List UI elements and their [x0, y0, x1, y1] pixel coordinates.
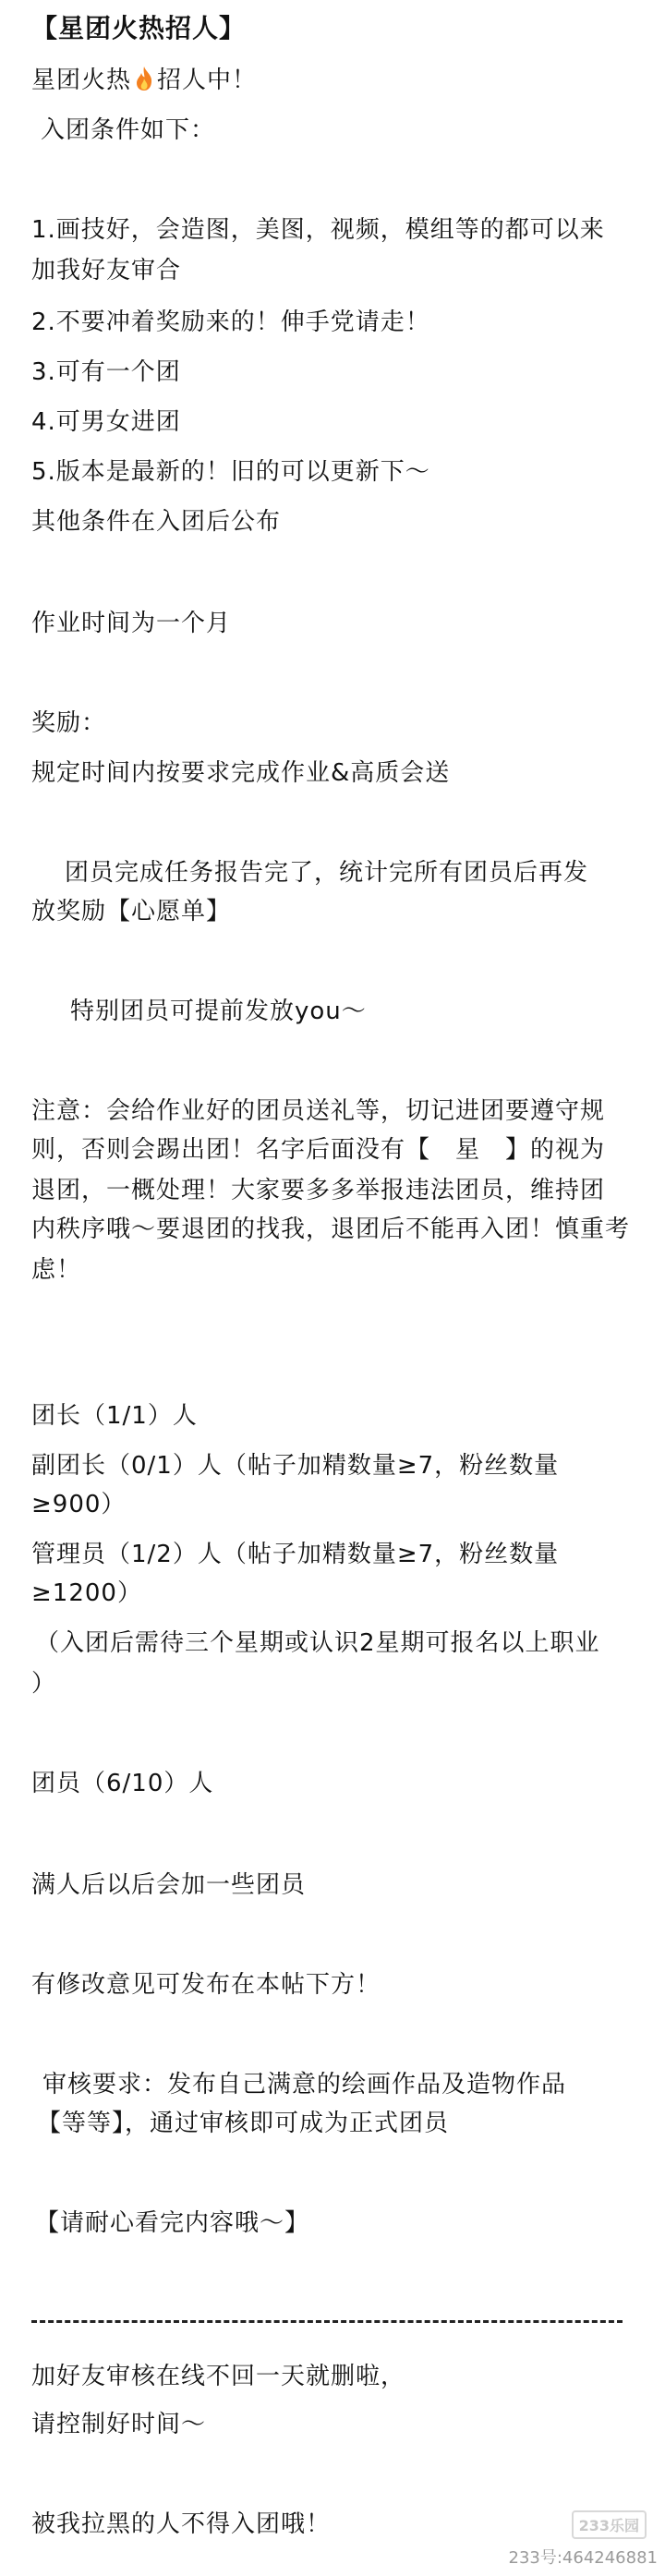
role-line: ≥1200）	[31, 1579, 142, 1607]
special-note: 特别团员可提前发放you～	[70, 998, 367, 1025]
notice-line: 则，否则会踢出团！名字后面没有【 星 】的视为	[31, 1136, 606, 1164]
intro-suffix: 招人中！	[157, 67, 258, 94]
reward-heading: 奖励：	[31, 709, 107, 737]
condition-line: 3.可有一个团	[31, 358, 181, 386]
condition-line: 1.画技好，会造图，美图，视频，模组等的都可以来	[31, 216, 605, 244]
notice-line: 内秩序哦～要退团的找我，退团后不能再入团！慎重考	[31, 1215, 631, 1243]
role-line: 管理员（1/2）人（帖子加精数量≥7，粉丝数量	[31, 1541, 560, 1568]
watermark-id: 233号:464246881	[508, 2548, 658, 2568]
members-count: 团员（6/10）人	[31, 1770, 214, 1797]
edit-note: 有修改意见可发布在本帖下方！	[31, 1971, 381, 1999]
reward-text: 规定时间内按要求完成作业&高质会送	[31, 759, 451, 787]
condition-line: 加我好友审合	[31, 257, 182, 284]
review-line: 【等等】，通过审核即可成为正式团员	[37, 2110, 450, 2137]
notice-line: 注意：会给作业好的团员送礼等，切记进团要遵守规	[31, 1097, 606, 1125]
friend-note-line: 请控制好时间～	[31, 2411, 207, 2438]
condition-line: 5.版本是最新的！旧的可以更新下～	[31, 458, 430, 486]
intro-prefix: 星团火热	[31, 67, 132, 94]
blacklist-note: 被我拉黑的人不得入团哦！	[31, 2510, 332, 2538]
role-line: 副团长（0/1）人（帖子加精数量≥7，粉丝数量	[31, 1452, 560, 1480]
review-line: 审核要求：发布自己满意的绘画作品及造物作品	[42, 2071, 567, 2098]
read-note: 【请耐心看完内容哦～】	[35, 2209, 310, 2237]
role-line: ）	[31, 1670, 57, 1698]
work-time: 作业时间为一个月	[31, 610, 232, 637]
friend-note-line: 加好友审核在线不回一天就删啦，	[31, 2363, 406, 2390]
dashed-divider	[31, 2320, 623, 2323]
watermark-logo: 233乐园	[572, 2510, 647, 2539]
condition-line: 4.可男女进团	[31, 408, 181, 436]
conditions-heading: 入团条件如下：	[41, 116, 216, 144]
completion-line: 团员完成任务报告完了，统计完所有团员后再发	[65, 859, 589, 887]
other-conditions: 其他条件在入团后公布	[31, 508, 282, 536]
completion-line: 放奖励【心愿单】	[31, 898, 232, 925]
notice-line: 退团，一概处理！大家要多多举报违法团员，维持团	[31, 1177, 606, 1204]
intro-line	[31, 65, 641, 96]
role-line: ≥900）	[31, 1491, 127, 1518]
role-line: 团长（1/1）人	[31, 1402, 198, 1430]
full-note: 满人后以后会加一些团员	[31, 1871, 307, 1899]
condition-line: 2.不要冲着奖励来的！伸手党请走！	[31, 308, 430, 336]
role-line: （入团后需待三个星期或认识2星期可报名以上职业	[35, 1629, 600, 1657]
notice-line: 虑！	[31, 1256, 82, 1284]
post-title: 【星团火热招人】	[31, 13, 247, 43]
fire-icon	[133, 66, 155, 91]
